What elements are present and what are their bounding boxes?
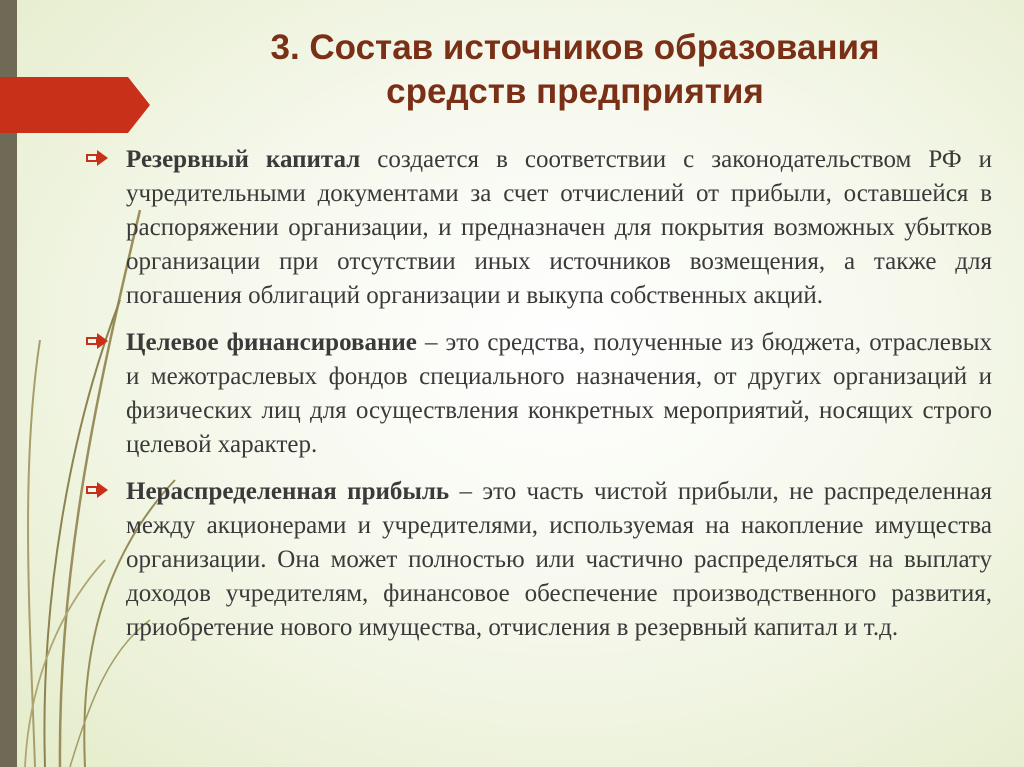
list-item-body: создается в соответствии с законодательством РФ и учредительными документами за счет отчислений от прибыли, оставшейся в распоряжении организации, и предназначен для покрытия возможных убытков организации при отсутствии иных источников возмещения, а также для погашения облигаций организации и выкупа собственных акций. [126, 146, 993, 309]
arrow-right-icon [86, 150, 108, 166]
slide-title-line-1: 3. Состав источников образования [270, 28, 880, 67]
list-item-text [126, 326, 992, 462]
list-item [82, 475, 992, 645]
list-item-term: Нераспределенная прибыль [126, 478, 450, 505]
list-item-text [126, 143, 992, 313]
list-item-body: – это средства, полученные из бюджета, отраслевых и межотраслевых фондов специального назначения, от других организаций и физических лиц для осуществления конкретных мероприятий, носящих строго целевой характер. [126, 329, 992, 458]
list-item [82, 326, 992, 462]
bullet-list [82, 143, 992, 658]
arrow-right-icon [86, 333, 108, 349]
title-ribbon [0, 77, 150, 133]
slide-title-line-2: средств предприятия [386, 72, 764, 111]
list-item-term: Резервный капитал [126, 146, 361, 173]
list-item-term: Целевое финансирование [126, 329, 417, 356]
list-item-text [126, 475, 992, 645]
list-item-body: – это часть чистой прибыли, не распределенная между акционерами и учредителями, используемая на накопление имущества организации. Она может полностью или частично распределяться на выплату доходов учредителям, финансовое обеспечение производственного развития, приобретение нового имущества, отчисления в резервный капитал и т.д. [126, 478, 993, 641]
arrow-right-icon [86, 482, 108, 498]
list-item [82, 143, 992, 313]
slide-title [175, 26, 975, 114]
